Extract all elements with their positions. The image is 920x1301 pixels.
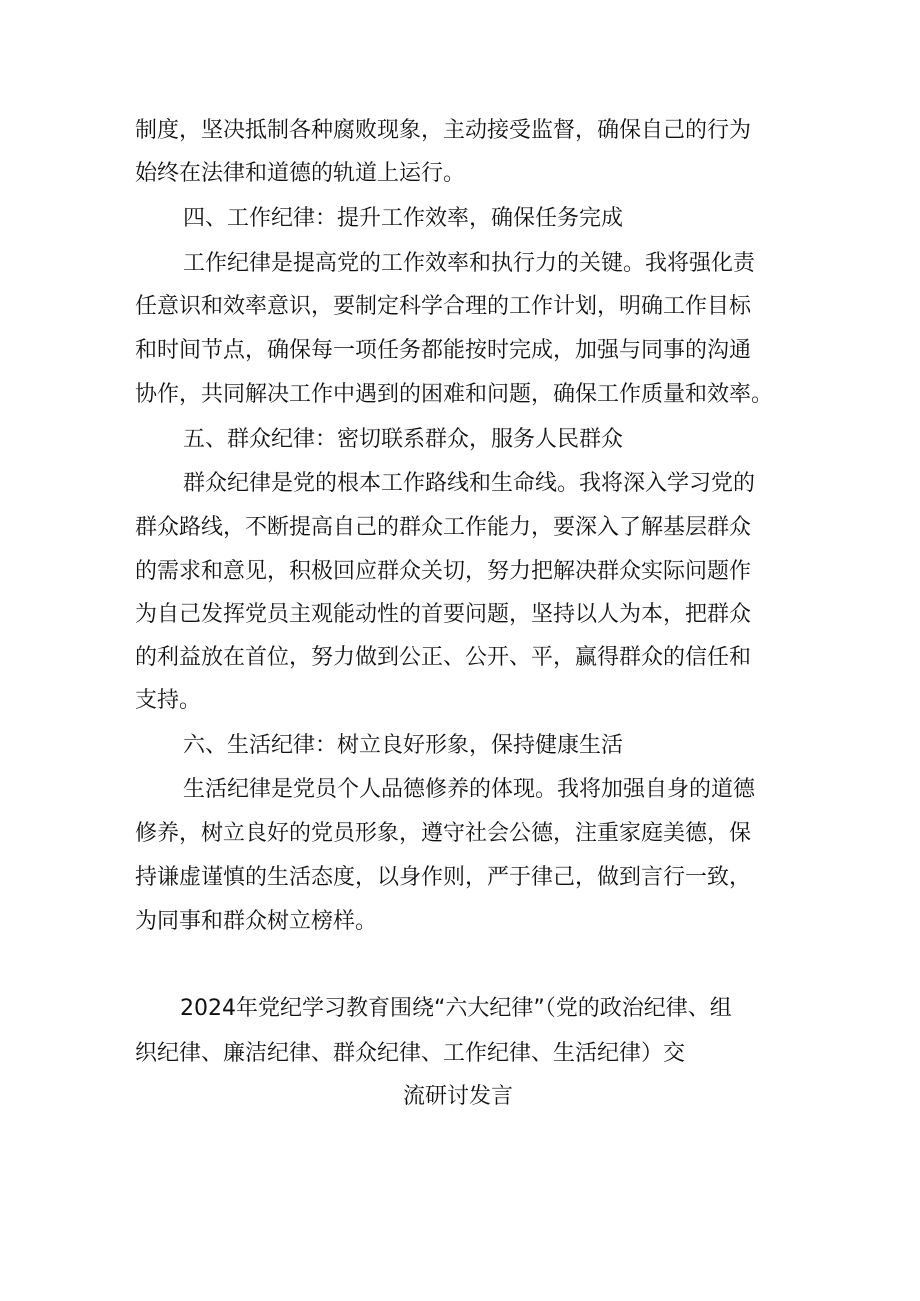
paragraph-line: 的需求和意见，积极回应群众关切，努力把解决群众实际问题作	[135, 559, 752, 584]
intro-line: 始终在法律和道德的轨道上运行。	[135, 161, 466, 186]
paragraph-line: 的利益放在首位，努力做到公正、公开、平，赢得群众的信任和	[135, 645, 752, 670]
paragraph-line: 群众纪律是党的根本工作路线和生命线。我将深入学习党的	[183, 471, 756, 496]
section-heading-mass-discipline: 五、群众纪律：密切联系群众，服务人民群众	[183, 427, 624, 452]
paragraph-line: 修养，树立良好的党员形象，遵守社会公德，注重家庭美德，保	[135, 821, 752, 846]
paragraph-line: 为同事和群众树立榜样。	[135, 909, 378, 934]
paragraph-line: 工作纪律是提高党的工作效率和执行力的关键。我将强化责	[183, 251, 756, 276]
document-title-line: 流研讨发言	[403, 1084, 514, 1109]
paragraph-line: 和时间节点，确保每一项任务都能按时完成，加强与同事的沟通	[135, 338, 752, 363]
paragraph-line: 为自己发挥党员主观能动性的首要问题，坚持以人为本，把群众	[135, 602, 752, 627]
paragraph-line: 协作，共同解决工作中遇到的困难和问题，确保工作质量和效率。	[135, 382, 774, 407]
intro-line: 制度，坚决抵制各种腐败现象，主动接受监督，确保自己的行为	[135, 118, 752, 143]
document-title-line: 织纪律、廉洁纪律、群众纪律、工作纪律、生活纪律）交	[135, 1041, 686, 1066]
section-heading-work-discipline: 四、工作纪律：提升工作效率，确保任务完成	[183, 206, 624, 231]
section-heading-life-discipline: 六、生活纪律：树立良好形象，保持健康生活	[183, 733, 624, 758]
paragraph-line: 群众路线，不断提高自己的群众工作能力，要深入了解基层群众	[135, 515, 752, 540]
paragraph-line: 持谦虚谨慎的生活态度，以身作则，严于律己，做到言行一致，	[135, 865, 752, 890]
document-title-line: 2024年党纪学习教育围绕“六大纪律”（党的政治纪律、组	[180, 996, 732, 1021]
paragraph-line: 支持。	[135, 688, 202, 713]
paragraph-line: 生活纪律是党员个人品德修养的体现。我将加强自身的道德	[183, 777, 756, 802]
paragraph-line: 任意识和效率意识，要制定科学合理的工作计划，明确工作目标	[135, 294, 752, 319]
